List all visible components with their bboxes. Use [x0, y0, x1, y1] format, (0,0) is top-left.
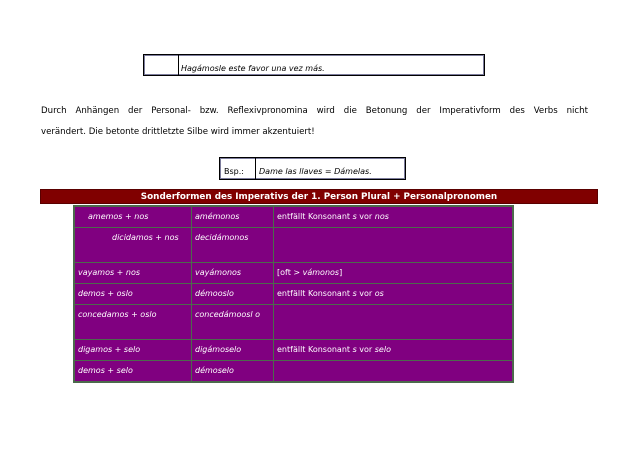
remark-text-part: entfällt Konsonant [277, 212, 353, 221]
table-row [75, 304, 512, 339]
imperative-form-cell: démooslo [191, 284, 273, 304]
paragraph-word: des [509, 106, 525, 116]
paragraph-word: die [343, 106, 357, 116]
remark-text-part: vor [356, 345, 375, 354]
remark-text-part: ] [339, 268, 343, 277]
remark-text-part: entfällt Konsonant [277, 345, 353, 354]
paragraph-line-2: verändert. Die betonte drittletzte Silbe wird immer akzentuiert! [41, 127, 315, 137]
remark-cell [273, 228, 512, 262]
infinitive-combination-cell: demos + oslo [78, 289, 133, 298]
paragraph-line-1 [41, 101, 588, 122]
imperative-form-cell: démoselo [191, 361, 273, 381]
example-bsp-label: Bsp.: [220, 158, 256, 179]
table-row [75, 262, 512, 283]
imperative-form-cell: concedámoosl o [191, 305, 273, 339]
table-row [75, 227, 512, 262]
remark-italic-part: vámonos [302, 268, 340, 277]
remark-text-part: vor [356, 212, 375, 221]
remark-text-part: entfällt Konsonant [277, 289, 353, 298]
section-banner: Sonderformen des Imperativs der 1. Person Plural + Personalpronomen [40, 189, 598, 204]
remark-text-part: vor [356, 289, 375, 298]
paragraph-word: Durch [41, 106, 67, 116]
imperative-form-cell: vayámonos [191, 263, 273, 283]
example-sentence-box [143, 54, 485, 76]
paragraph-word: bzw. [199, 106, 219, 116]
example-sentence: Hagámosle este favor una vez más. [181, 64, 325, 73]
infinitive-combination-cell: concedamos + oslo [78, 310, 157, 319]
remark-italic-part: s [352, 212, 357, 221]
paragraph-word: der [128, 106, 143, 116]
remark-italic-part: s [352, 345, 357, 354]
infinitive-combination-cell: demos + selo [78, 366, 133, 375]
imperative-form-cell: decidámonos [191, 228, 273, 262]
remark-cell [273, 284, 512, 304]
table-row [75, 360, 512, 381]
remark-cell [273, 263, 512, 283]
example-bsp-text: Dame las llaves = Dámelas. [259, 167, 372, 176]
remark-italic-part: s [352, 289, 357, 298]
remark-cell [273, 361, 512, 381]
table-row [75, 339, 512, 360]
table-row [75, 283, 512, 304]
paragraph-word: Betonung [365, 106, 408, 116]
infinitive-combination-cell: vayamos + nos [78, 268, 141, 277]
remark-cell [273, 207, 512, 227]
imperative-form-cell: digámoselo [191, 340, 273, 360]
table-row [75, 207, 512, 227]
explanation-paragraph [41, 101, 588, 143]
remark-cell [273, 305, 512, 339]
paragraph-word: nicht [566, 106, 588, 116]
paragraph-word: Anhängen [75, 106, 120, 116]
paragraph-word: Personal- [151, 106, 191, 116]
imperative-form-cell: amémonos [191, 207, 273, 227]
imperative-forms-table [73, 205, 514, 383]
paragraph-word: Reflexivpronomina [227, 106, 308, 116]
example-bsp-box [219, 157, 406, 180]
infinitive-combination-cell: dicidamos + nos [112, 233, 179, 242]
remark-italic-part: nos [374, 212, 389, 221]
remark-italic-part: os [374, 289, 384, 298]
paragraph-word: der [416, 106, 431, 116]
remark-italic-part: selo [374, 345, 391, 354]
remark-text-part: [oft > [277, 268, 303, 277]
infinitive-combination-cell: amemos + nos [88, 212, 149, 221]
infinitive-combination-cell: digamos + selo [78, 345, 141, 354]
remark-cell [273, 340, 512, 360]
paragraph-word: Verbs [533, 106, 558, 116]
paragraph-word: Imperativform [439, 106, 501, 116]
paragraph-word: wird [316, 106, 335, 116]
example-box-blank-cell [144, 55, 179, 75]
